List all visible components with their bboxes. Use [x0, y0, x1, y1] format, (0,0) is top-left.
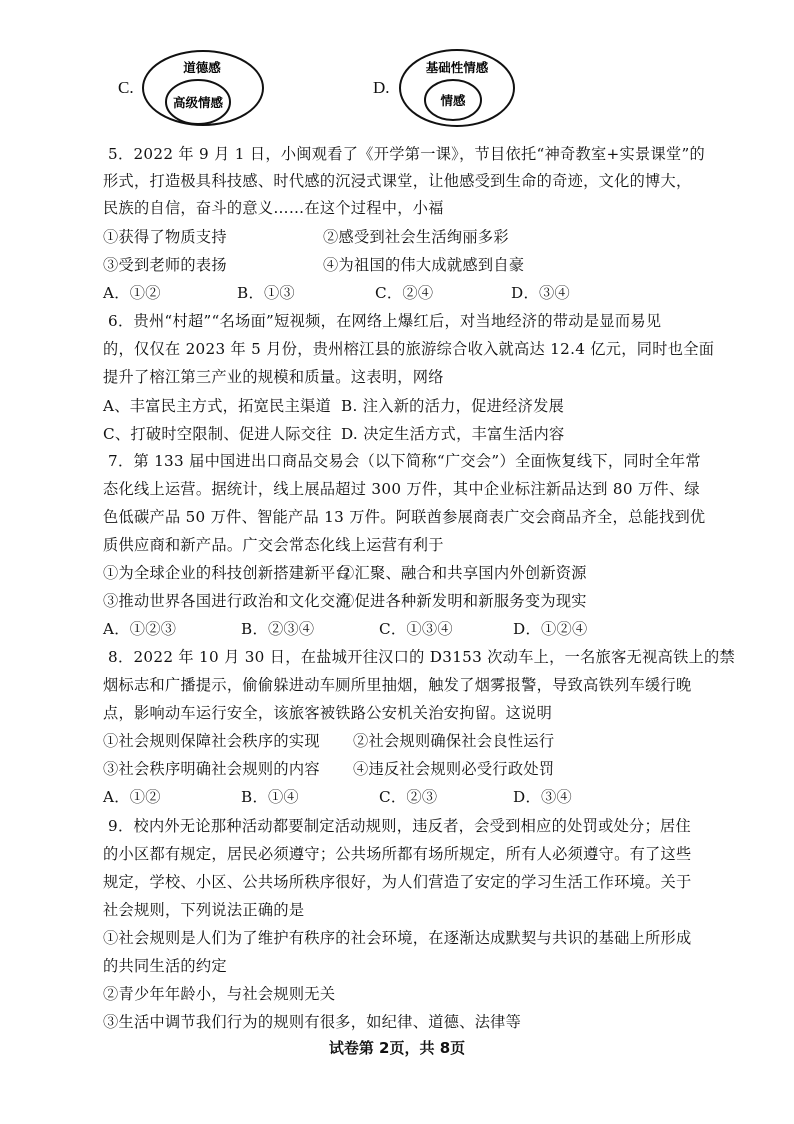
q6-stem-line: 的，仅仅在 2023 年 5 月份，贵州榕江县的旅游综合收入就高达 12.4 亿元，同时也全面	[103, 340, 715, 358]
q8-stem-line: 点，影响动车运行安全，该旅客被铁路公安机关治安拘留。这说明	[103, 704, 553, 722]
q5-stem-line: 5．2022 年 9 月 1 日，小闽观看了《开学第一课》，节目依托“神奇教室+实景课堂”的	[108, 145, 706, 163]
q8-item: ①社会规则保障社会秩序的实现	[103, 732, 320, 750]
q5-item: ①获得了物质支持	[103, 228, 227, 246]
q7-item: ②汇聚、融合和共享国内外创新资源	[339, 564, 587, 582]
q7-stem-line: 7．第 133 届中国进出口商品交易会（以下简称“广交会”）全面恢复线下，同时全年常	[108, 452, 701, 470]
venn-diagram-d	[397, 46, 519, 132]
q5-item: ④为祖国的伟大成就感到自豪	[323, 256, 525, 274]
q5-choice: B．①③	[237, 284, 295, 302]
q5-items-row	[103, 226, 703, 248]
q5-choice: A．①②	[103, 284, 161, 302]
q5-stem-line: 民族的自信，奋斗的意义……在这个过程中，小福	[103, 199, 444, 217]
q8-choice: B．①④	[241, 788, 299, 806]
q7-choice: D．①②④	[513, 620, 588, 638]
q9-stem-line: 的小区都有规定，居民必须遵守；公共场所都有场所规定，所有人必须遵守。有了这些	[103, 845, 692, 863]
q7-stem-line: 态化线上运营。据统计，线上展品超过 300 万件，其中企业标注新品达到 80 万件、绿	[103, 480, 700, 498]
diagram-c-outer-label: 道德感	[183, 60, 221, 75]
q9-stem-line: 社会规则，下列说法正确的是	[103, 901, 305, 919]
q7-choice: A．①②③	[103, 620, 177, 638]
q8-items-row	[103, 758, 703, 780]
diagram-d-inner-label: 情感	[440, 93, 466, 108]
q6-choice: B. 注入新的活力，促进经济发展	[341, 397, 565, 415]
q7-items-row	[103, 590, 703, 612]
q7-choice: C．①③④	[379, 620, 453, 638]
option-d-label: D.	[373, 78, 390, 97]
q6-choices-row	[103, 423, 703, 445]
q8-item: ③社会秩序明确社会规则的内容	[103, 760, 320, 778]
q5-item: ③受到老师的表扬	[103, 256, 227, 274]
q8-choice: C．②③	[379, 788, 438, 806]
q6-choices-row	[103, 395, 703, 417]
q6-choice: A、丰富民主方式，拓宽民主渠道	[103, 397, 332, 415]
q7-stem-line: 色低碳产品 50 万件、智能产品 13 万件。阿联酋参展商表广交会商品齐全，总能找到优	[103, 508, 706, 526]
q5-items-row	[103, 254, 703, 276]
q7-items-row	[103, 562, 703, 584]
q8-item: ④违反社会规则必受行政处罚	[353, 760, 555, 778]
q7-item: ④促进各种新发明和新服务变为现实	[339, 592, 587, 610]
q8-item: ②社会规则确保社会良性运行	[353, 732, 555, 750]
q6-stem-line: 6．贵州“村超”“名场面”短视频，在网络上爆红后，对当地经济的带动是显而易见	[108, 312, 662, 330]
q5-stem-line: 形式，打造极具科技感、时代感的沉浸式课堂，让他感受到生命的奇迹，文化的博大，	[103, 172, 692, 190]
q7-item: ①为全球企业的科技创新搭建新平台	[103, 564, 351, 582]
q7-item: ③推动世界各国进行政治和文化交流	[103, 592, 351, 610]
q8-choices-row	[103, 786, 703, 808]
option-c-label: C.	[118, 78, 134, 97]
q6-choice: C、打破时空限制、促进人际交往	[103, 425, 332, 443]
q5-choice: C．②④	[375, 284, 434, 302]
q7-choice: B．②③④	[241, 620, 315, 638]
q5-choice: D．③④	[511, 284, 570, 302]
venn-diagram-c	[140, 48, 266, 132]
q8-choice: A．①②	[103, 788, 161, 806]
q7-stem-line: 质供应商和新产品。广交会常态化线上运营有利于	[103, 536, 444, 554]
q8-stem-line: 烟标志和广播提示，偷偷躲进动车厕所里抽烟，触发了烟雾报警，导致高铁列车缓行晚	[103, 676, 692, 694]
q5-choices-row	[103, 282, 703, 304]
q5-item: ②感受到社会生活绚丽多彩	[323, 228, 509, 246]
q8-items-row	[103, 730, 703, 752]
q9-item: ①社会规则是人们为了维护有秩序的社会环境，在逐渐达成默契与共识的基础上所形成	[103, 929, 692, 947]
q7-choices-row	[103, 618, 703, 640]
q8-choice: D．③④	[513, 788, 572, 806]
page-footer: 试卷第 2页，共 8页	[328, 1039, 466, 1057]
q9-item: ③生活中调节我们行为的规则有很多，如纪律、道德、法律等	[103, 1013, 522, 1031]
q9-item: 的共同生活的约定	[103, 957, 227, 975]
q6-choice: D. 决定生活方式，丰富生活内容	[341, 425, 565, 443]
q8-stem-line: 8．2022 年 10 月 30 日，在盐城开往汉口的 D3153 次动车上，一名旅客无视高铁上的禁	[108, 648, 736, 666]
diagram-d-outer-label: 基础性情感	[425, 60, 489, 75]
q9-stem-line: 规定，学校、小区、公共场所秩序很好，为人们营造了安定的学习生活工作环境。关于	[103, 873, 692, 891]
q9-item: ②青少年年龄小，与社会规则无关	[103, 985, 336, 1003]
diagram-c-inner-label: 高级情感	[172, 95, 224, 110]
q6-stem-line: 提升了榕江第三产业的规模和质量。这表明，网络	[103, 368, 444, 386]
q9-stem-line: 9．校内外无论那种活动都要制定活动规则，违反者，会受到相应的处罚或处分；居住	[108, 817, 691, 835]
